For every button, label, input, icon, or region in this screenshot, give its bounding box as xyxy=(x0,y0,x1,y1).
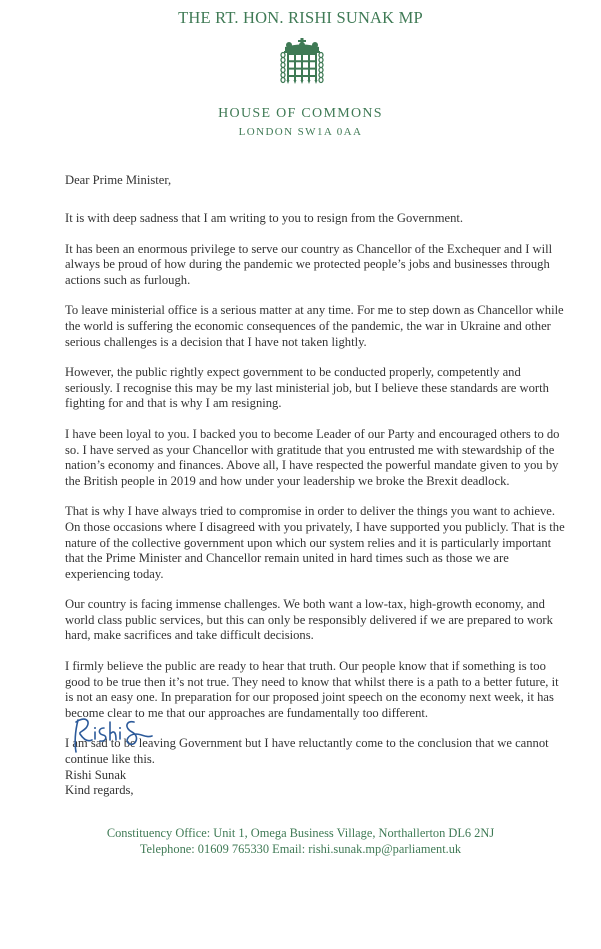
paragraph: I am sad to be leaving Government but I have reluctantly come to the conclusion that we cannot continue like this. xyxy=(65,736,549,767)
signature-image xyxy=(70,714,160,756)
salutation: Dear Prime Minister, xyxy=(65,173,172,187)
letterhead-house: HOUSE OF COMMONS xyxy=(218,106,383,121)
signatory-name: Rishi Sunak xyxy=(65,768,127,782)
footer-office-address: Constituency Office: Unit 1, Omega Business Village, Northallerton DL6 2NJ xyxy=(106,826,495,840)
letterhead-title: THE RT. HON. RISHI SUNAK MP xyxy=(178,8,423,27)
letter-body xyxy=(65,211,565,798)
letterhead-address: LONDON SW1A 0AA xyxy=(238,126,363,138)
closing: Kind regards, xyxy=(65,782,134,797)
paragraph: To leave ministerial office is a serious matter at any time. For me to step down as Chancellor while the world is suffering the economic consequences of the pandemic, the war in Ukraine and other serious challenges is a decision that I have not taken lightly. xyxy=(65,303,564,349)
paragraph: I firmly believe the public are ready to hear that truth. Our people know that if something is too good to be true then it’s not true. They need to know that whilst there is a path to a better future, it is not an easy one. In preparation for our proposed joint speech on the economy next week, it has become clear to me that our approaches are fundamentally too different. xyxy=(65,659,559,720)
portcullis-icon xyxy=(280,38,324,84)
paragraph: It has been an enormous privilege to serve our country as Chancellor of the Exchequer and I will always be proud of how during the pandemic we protected people’s jobs and businesses through actions such as furlough. xyxy=(65,241,553,287)
footer-contact: Telephone: 01609 765330 Email: rishi.sunak.mp@parliament.uk xyxy=(139,842,462,856)
paragraph: However, the public rightly expect government to be conducted properly, competently and seriously. I recognise this may be my last ministerial job, but I believe these standards are worth fighting for and that is why I am resigning. xyxy=(65,365,549,411)
paragraph: I have been loyal to you. I backed you to become Leader of our Party and encouraged others to do so. I have served as your Chancellor with gratitude that you entrusted me with stewardship of the nation’s economy and finances. Above all, I have respected the powerful mandate given to you by the British people in 2019 and how under your leadership we broke the Brexit deadlock. xyxy=(65,426,560,488)
paragraph: That is why I have always tried to compromise in order to deliver the things you want to achieve. On those occasions where I disagreed with you privately, I have supported you publicly. That is the nature of the collective government upon which our system relies and it is particularly important that the Prime Minister and Chancellor remain united in hard times such as those we are experiencing today. xyxy=(65,504,565,581)
paragraph: Our country is facing immense challenges. We both want a low-tax, high-growth economy, and world class public services, but this can only be responsibly delivered if we are prepared to work hard, make sacrifices and take difficult decisions. xyxy=(65,597,553,643)
paragraph: It is with deep sadness that I am writing to you to resign from the Government. xyxy=(65,211,464,225)
